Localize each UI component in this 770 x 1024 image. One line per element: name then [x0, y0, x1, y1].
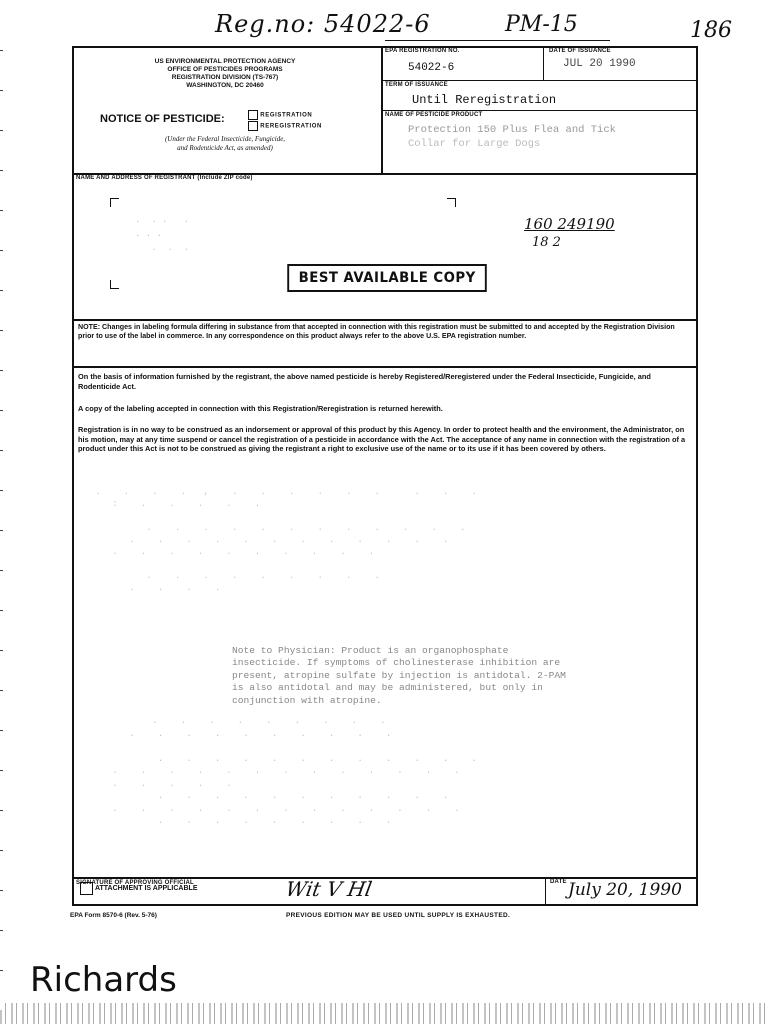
scan-noise-band — [0, 1003, 770, 1024]
term-label: TERM OF ISSUANCE — [385, 82, 448, 88]
body-paragraph-1: On the basis of information furnished by the registrant, the above named pesticide is hereby Registered/Reregistered under the Federal Insecticide, Fungicide, and Rodenticide Act. — [78, 372, 651, 391]
body-paragraph-3: Registration is in no way to be construed as an indorsement or approval of this product by this Agency. In order to protect health and the environment, the Administrator, on his motion, may at any time suspend or cancel the registration of a pesticide in accordance with the Act. The acceptance of any name in connection with the registration of a product under this Act is not to be construed as giving the registrant a right to exclusive use of the name or to its use if it has been covered by others. — [78, 425, 686, 454]
address-corner-tr — [447, 198, 456, 207]
registrant-label: NAME AND ADDRESS OF REGISTRANT (Include ZIP code) — [76, 175, 253, 181]
typed-line-1: Note to Physician: Product is an organophosphate — [232, 645, 509, 656]
scan-edge-left — [0, 50, 3, 1010]
product-line1: Protection 150 Plus Flea and Tick — [408, 124, 616, 136]
date-divider — [543, 46, 544, 80]
handwritten-file-sub: 18 2 — [532, 235, 561, 250]
registration-option-label: REGISTRATION — [260, 112, 313, 119]
note-top-divider — [72, 319, 696, 321]
reregistration-option-label: REREGISTRATION — [260, 123, 322, 130]
note-text: NOTE: Changes in labeling formula differing in substance from that accepted in connection with this registration must be submitted to and accepted by the Registration Division prior to use of the label in commerce. In any correspondence on this product always refer to the above U.S. EPA registration number. — [78, 323, 675, 341]
notice-title: NOTICE OF PESTICIDE: — [100, 113, 225, 125]
typed-line-3: present, atropine sulfate by injection is antidotal. 2-PAM — [232, 669, 566, 681]
date-label: DATE — [550, 879, 567, 885]
date-signed: July 20, 1990 — [568, 880, 682, 900]
handwritten-file-number: 160 249190 — [524, 215, 615, 233]
notice-subtitle-line2: and Rodenticide Act, as amended) — [177, 144, 273, 152]
registration-checkbox[interactable] — [248, 110, 258, 120]
agency-line4: WASHINGTON, DC 20460 — [186, 82, 264, 89]
reregistration-checkbox[interactable] — [248, 121, 258, 131]
typed-line-4: is also antidotal and may be administered, but only in — [232, 682, 543, 694]
handwritten-reg-no: Reg.no: 54022-6 — [215, 10, 431, 38]
typed-line-5: conjunction with atropine. — [232, 694, 382, 706]
signature-top-divider — [72, 877, 696, 879]
body-paragraph-2: A copy of the labeling accepted in connection with this Registration/Reregistration is returned herewith. — [78, 404, 443, 413]
registrant-address-faded: . . . . . . . . . . — [135, 215, 190, 253]
agency-line3: REGISTRATION DIVISION (TS-767) — [171, 74, 279, 81]
notice-options — [248, 110, 322, 131]
notice-subtitle — [110, 135, 340, 153]
product-label: NAME OF PESTICIDE PRODUCT — [385, 112, 483, 118]
footer-form-number: EPA Form 8570-6 (Rev. 5-76) — [70, 912, 157, 919]
date-issuance-label: DATE OF ISSUANCE — [549, 48, 611, 54]
faded-conditions-bottom: . . . . . . . . . . . . . . . . . . . . . . . . . . . . . . . . . . . . . . . . . . . . . . . . . . . . . . . . . . . . . . . . . . . . . . . . . . . . . . . . . . — [112, 715, 477, 826]
agency-block — [90, 58, 360, 90]
note-bottom-divider — [72, 366, 696, 368]
header-underline — [385, 40, 610, 41]
footer-edition-note: PREVIOUS EDITION MAY BE USED UNTIL SUPPLY IS EXHAUSTED. — [286, 912, 511, 919]
product-divider — [381, 110, 696, 111]
address-corner-tl — [110, 198, 119, 207]
best-available-copy-stamp: BEST AVAILABLE COPY — [287, 264, 487, 292]
typed-physician-note — [232, 645, 566, 707]
agency-line2: OFFICE OF PESTICIDES PROGRAMS — [167, 66, 283, 73]
approver-signature: Wit V Hl — [283, 877, 374, 901]
epa-reg-value: 54022-6 — [408, 62, 455, 74]
handwritten-page-number: 186 — [690, 18, 732, 43]
typed-line-2: insecticide. If symptoms of cholinesterase inhibition are — [232, 657, 561, 669]
date-issuance-value: JUL 20 1990 — [563, 58, 636, 70]
attachment-label: ATTACHMENT IS APPLICABLE — [94, 885, 198, 892]
epa-reg-label: EPA REGISTRATION NO. — [385, 48, 460, 54]
term-divider — [381, 80, 696, 81]
term-value: Until Reregistration — [412, 93, 557, 107]
notice-subtitle-line1: (Under the Federal Insecticide, Fungicide, — [164, 135, 286, 143]
faded-conditions-top: . . . . , . . . . . . . . . : . . . . . . . . . . . . . . . . . . . . . . . . . . . . . . . . . . . . . . . . . . . . . . . . . . . . — [95, 486, 477, 593]
signature-label: SIGNATURE OF APPROVING OFFICIAL — [76, 880, 194, 886]
agency-line1: US ENVIRONMENTAL PROTECTION AGENCY — [154, 58, 296, 65]
signature-date-divider — [545, 877, 546, 904]
product-line2: Collar for Large Dogs — [408, 138, 541, 150]
handwritten-richards: Richards — [30, 960, 177, 1000]
handwritten-pm: PM-15 — [505, 12, 578, 37]
address-corner-bl — [110, 280, 119, 289]
